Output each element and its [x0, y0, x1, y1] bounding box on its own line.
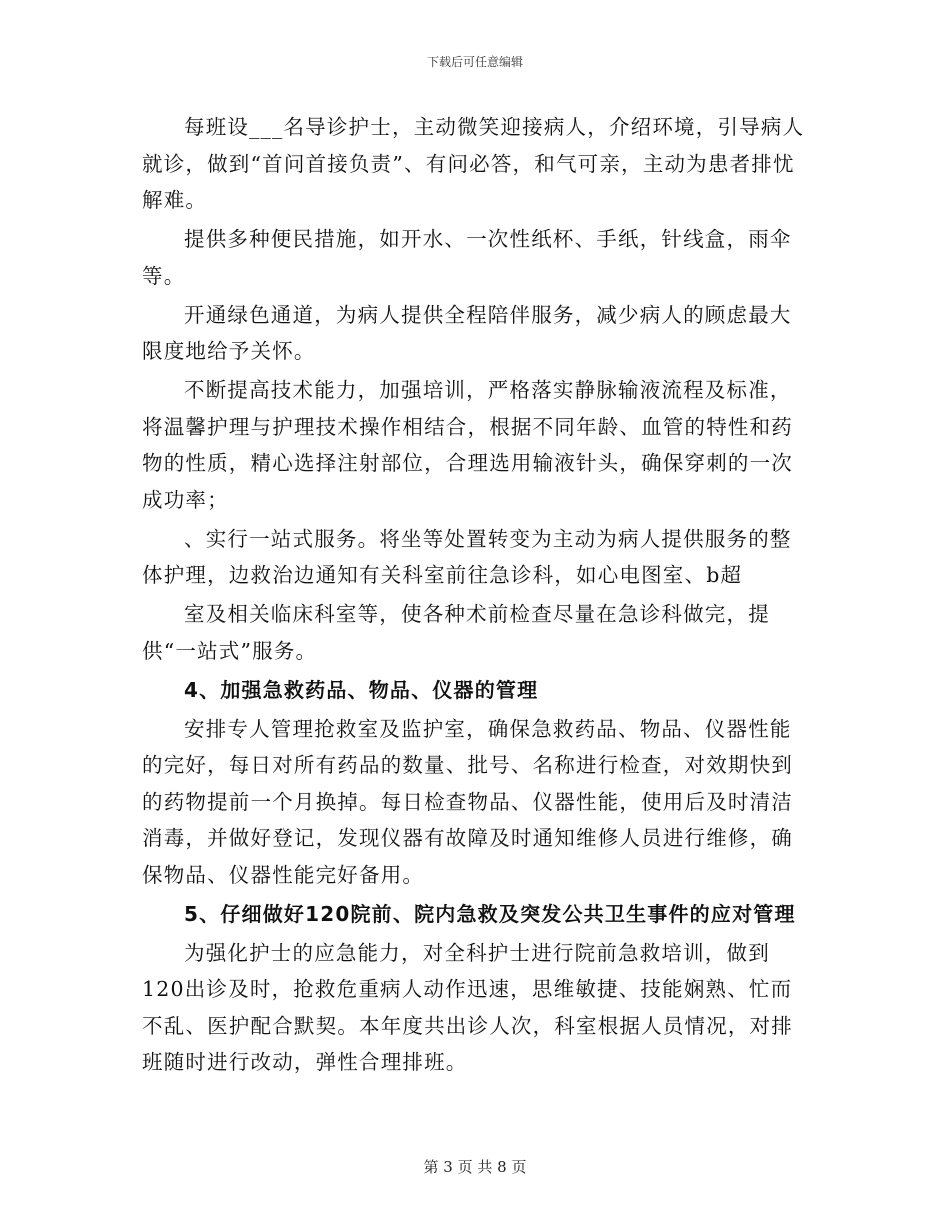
page-number: 第 3 页 共 8 页 [423, 1158, 527, 1176]
paragraph: 安排专人管理抢救室及监护室，确保急救药品、物品、仪器性能的完好，每日对所有药品的数量、批号、名称进行检查，对效期快到的药物提前一个月换掉。每日检查物品、仪器性能，使用后及时清洁消毒，并做好登记，发现仪器有故障及时通知维修人员进行维修，确保物品、仪器性能完好备用。 [142, 716, 793, 887]
page-header-note: 下载后可任意编辑 [426, 55, 523, 69]
section-heading-4: 4、加强急救药品、物品、仪器的管理 [184, 677, 539, 702]
paragraph: 室及相关临床科室等，使各种术前检查尽量在急诊科做完，提供“一站式”服务。 [142, 602, 770, 663]
paragraph: 提供多种便民措施，如开水、一次性纸杯、手纸，针线盒，雨伞等。 [142, 227, 792, 288]
paragraph: 每班设___名导诊护士，主动微笑迎接病人，介绍环境，引导病人就诊，做到“首问首接负责”、有问必答，和气可亲，主动为患者排忧解难。 [142, 115, 805, 212]
paragraph: 、实行一站式服务。将坐等处置转变为主动为病人提供服务的整体护理，边救治边通知有关科室前往急诊科，如心电图室、b超 [142, 526, 792, 587]
paragraph: 开通绿色通道，为病人提供全程陪伴服务，减少病人的顾虑最大限度地给予关怀。 [142, 302, 792, 363]
paragraph: 为强化护士的应急能力，对全科护士进行院前急救培训，做到120出诊及时，抢救危重病人动作迅速，思维敏捷、技能娴熟、忙而不乱、医护配合默契。本年度共出诊人次，科室根据人员情况，对排班随时进行改动，弹性合理排班。 [142, 940, 793, 1074]
section-heading-5: 5、仔细做好120院前、院内急救及突发公共卫生事件的应对管理 [184, 901, 796, 926]
document-body [142, 109, 810, 1083]
paragraph: 不断提高技术能力，加强培训，严格落实静脉输液流程及标准，将温馨护理与护理技术操作相结合，根据不同年龄、血管的特性和药物的性质，精心选择注射部位，合理选用输液针头，确保穿刺的一次成功率； [142, 378, 793, 512]
